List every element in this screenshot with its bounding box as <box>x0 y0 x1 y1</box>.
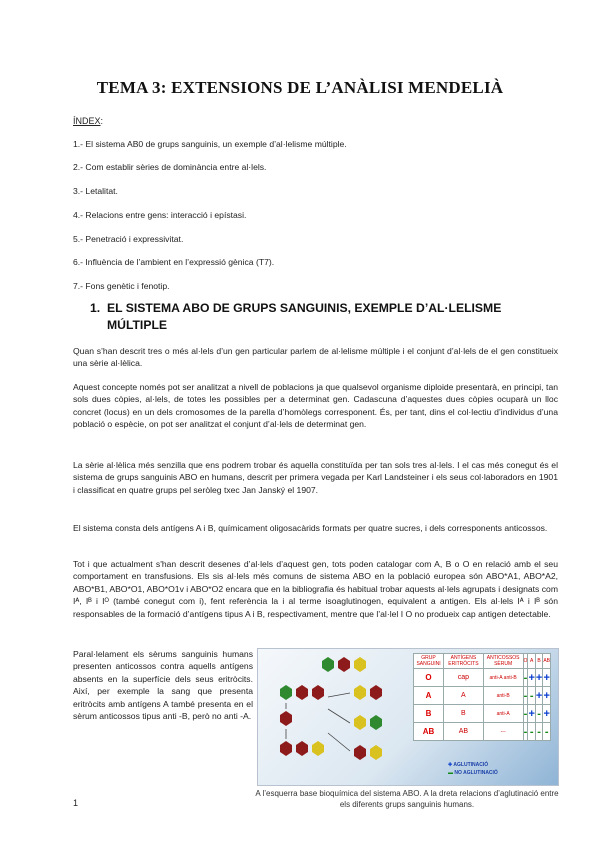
table-row <box>414 687 551 705</box>
section-title: EL SISTEMA ABO DE GRUPS SANGUINIS, EXEMPLE D’AL·LELISME MÚLTIPLE <box>107 301 502 332</box>
antibody-cell: anti-B <box>483 687 523 705</box>
header-cell: ANTÍGENS ERITRÒCITS <box>444 654 484 669</box>
antibody-cell: --- <box>483 723 523 741</box>
hexagon-chain <box>280 657 382 760</box>
agglutination-mark: - <box>535 723 542 741</box>
agglutination-mark: + <box>528 669 535 687</box>
paragraph-1: Quan s’han descrit tres o més al·lels d’un gen particular parlem de al·lelisme múltiple i el conjunt d’al·lels de el gen constitueix una sèrie al·lèlica. <box>73 346 558 369</box>
agglutination-mark: - <box>523 705 528 723</box>
paragraph-3: La sèrie al·lèlica més senzilla que ens podrem trobar és aquella constituïda per tan sols tres al·lels. I el cas més conegut és el sistema de grups sanguinis ABO en humans, descrit per primera vegada per Karl Landsteiner i els seus col·laboradors en 1901 i classificat en quatre grups pel seròleg txec Jan Janský el 1907. <box>73 460 558 495</box>
header-cell: A <box>528 654 535 669</box>
legend-agglutinate: ✚ AGLUTINACIÓ <box>448 762 489 768</box>
section-heading <box>90 300 550 334</box>
blood-type-cell: B <box>414 705 444 723</box>
paragraph-6: Paral·lelament els sèrums sanguinis humans presenten anticossos contra aquells antígens absents en la superfície dels seus eritròcits. Així, per exemple la sang que presenta eritròcits amb antígens A també presenta en el sèrum anticossos tipus anti -B, però no anti -A. <box>73 649 253 722</box>
agglutination-mark: + <box>543 687 551 705</box>
table-row <box>414 705 551 723</box>
index-item-7: 7.- Fons genètic i fenotip. <box>73 281 170 291</box>
agglutination-mark: - <box>528 723 535 741</box>
antigen-cell: AB <box>444 723 484 741</box>
agglutination-mark: - <box>543 723 551 741</box>
antigen-cell: A <box>444 687 484 705</box>
table-row <box>414 723 551 741</box>
blood-type-cell: A <box>414 687 444 705</box>
page-number: 1 <box>73 798 79 808</box>
legend-no-agglutinate: ▬ NO AGLUTINACIÓ <box>448 770 498 776</box>
section-number: 1. <box>90 301 101 315</box>
agglutination-mark: - <box>523 669 528 687</box>
antigen-cell: cap <box>444 669 484 687</box>
table-header <box>414 654 551 669</box>
index-item-3: 3.- Letalitat. <box>73 186 118 196</box>
page-title: TEMA 3: EXTENSIONS DE L’ANÀLISI MENDELIÀ <box>96 78 504 97</box>
agglutination-mark: + <box>543 669 551 687</box>
agglutination-mark: + <box>535 669 542 687</box>
abo-figure <box>257 648 559 786</box>
paragraph-4: El sistema consta dels antígens A i B, químicament oligosacàrids formats per quatre sucres, i dels corresponents anticossos. <box>73 523 548 533</box>
index-item-1: 1.- El sistema AB0 de grups sanguinis, un exemple d’al·lelisme múltiple. <box>73 139 347 149</box>
antigen-cell: B <box>444 705 484 723</box>
agglutination-table <box>413 653 551 741</box>
index-label: ÍNDEX: <box>73 116 104 126</box>
antibody-cell: anti-A <box>483 705 523 723</box>
index-item-4: 4.- Relacions entre gens: interacció i epístasi. <box>73 210 247 220</box>
header-cell: AB <box>543 654 551 669</box>
paragraph-5: Tot i que actualment s'han descrit desenes d’al·lels d’aquest gen, tots poden catalogar com A, B o O en relació amb el seu comportament en transfusions. Els sis al·lels més comuns de sistema ABO en la població europea són ABO*A1, ABO*A2, ABO*B1, ABO*O1, ABO*O1v i ABO*O2 encara que en la bibliografia és habitual trobar aquests al·lels agrupats i designats com Iᴬ, Iᴮ i Iᴼ (també conegut com i), fent referència la i al terme isoaglutinogen, equivalent a antigen. Els al·lels Iᴬ i Iᴮ són responsables de la formació d’antígens tipus A i B, respectivament, mentre que l’al·lel I O no produeix cap antigen detectable. <box>73 559 558 619</box>
figure-legend <box>448 761 498 777</box>
figure-caption: A l’esquerra base bioquímica del sistema ABO. A la dreta relacions d’aglutinació entre els diferents grups sanguinis humans. <box>255 789 559 809</box>
agglutination-mark: + <box>528 705 535 723</box>
index-item-5: 5.- Penetració i expressivitat. <box>73 234 184 244</box>
biochemical-diagram <box>258 649 408 785</box>
paragraph-2: Aquest concepte només pot ser analitzat a nivell de poblacions ja que qualsevol organisme diploide presentarà, en principi, tan sols dues còpies, al·lels, de totes les possibles per a determinat gen. Cadascuna d’aquestes dues còpies ocuparà un lloc concret (locus) en un dels cromosomes de la parella d’homòlegs corresponent. És, per tant, dins el col·lectiu d’individus d’una població o espècie, on pot ser analitzat el conjunt d’al·lels de determinat gen. <box>73 382 558 430</box>
header-cell: GRUP SANGUINI <box>414 654 444 669</box>
antibody-cell: anti-A anti-B <box>483 669 523 687</box>
agglutination-mark: + <box>535 687 542 705</box>
header-cell: B <box>535 654 542 669</box>
agglutination-mark: - <box>523 723 528 741</box>
index-item-2: 2.- Com establir sèries de dominància entre al·lels. <box>73 162 267 172</box>
header-cell: O <box>523 654 528 669</box>
blood-type-cell: O <box>414 669 444 687</box>
agglutination-mark: - <box>523 687 528 705</box>
table-row <box>414 669 551 687</box>
agglutination-mark: - <box>535 705 542 723</box>
agglutination-mark: - <box>528 687 535 705</box>
blood-type-cell: AB <box>414 723 444 741</box>
header-cell: ANTICOSSOS SÈRUM <box>483 654 523 669</box>
agglutination-mark: + <box>543 705 551 723</box>
index-item-6: 6.- Influència de l’ambient en l’expressió gènica (T7). <box>73 257 275 267</box>
